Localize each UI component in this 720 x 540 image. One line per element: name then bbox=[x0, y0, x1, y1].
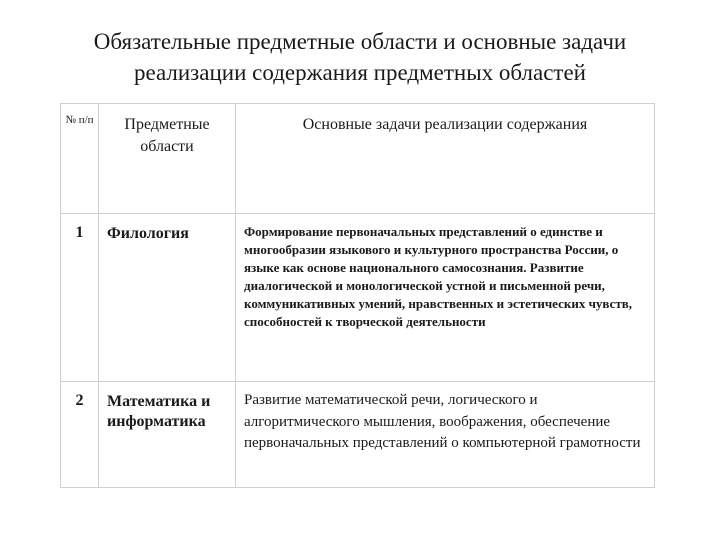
title-line-1: Обязательные предметные области и основные задачи bbox=[93, 29, 627, 54]
header-tasks: Основные задачи реализации содержания bbox=[236, 104, 655, 214]
row-number: 1 bbox=[61, 214, 99, 382]
header-number: № п/п bbox=[61, 104, 99, 214]
title-line-2: реализации содержания предметных областей bbox=[134, 60, 586, 85]
row-subject: Математика и информатика bbox=[99, 382, 236, 488]
row-subject: Филология bbox=[99, 214, 236, 382]
row-tasks: Формирование первоначальных представлений о единстве и многообразии языкового и культурного пространства России, о языке как основе национального самосознания. Развитие диалогической и монологической устной и письменной речи, коммуникативных умений, нравственных и эстетических чувств, способностей к творческой деятельности bbox=[236, 214, 655, 382]
table-header-row bbox=[61, 104, 655, 214]
subject-areas-table bbox=[60, 103, 655, 488]
table-row bbox=[61, 382, 655, 488]
header-subject: Предметные области bbox=[99, 104, 236, 214]
table-row bbox=[61, 214, 655, 382]
page-title bbox=[0, 26, 720, 88]
row-tasks: Развитие математической речи, логического и алгоритмического мышления, воображения, обеспечение первоначальных представлений о компьютерной грамотности bbox=[236, 382, 655, 488]
row-number: 2 bbox=[61, 382, 99, 488]
